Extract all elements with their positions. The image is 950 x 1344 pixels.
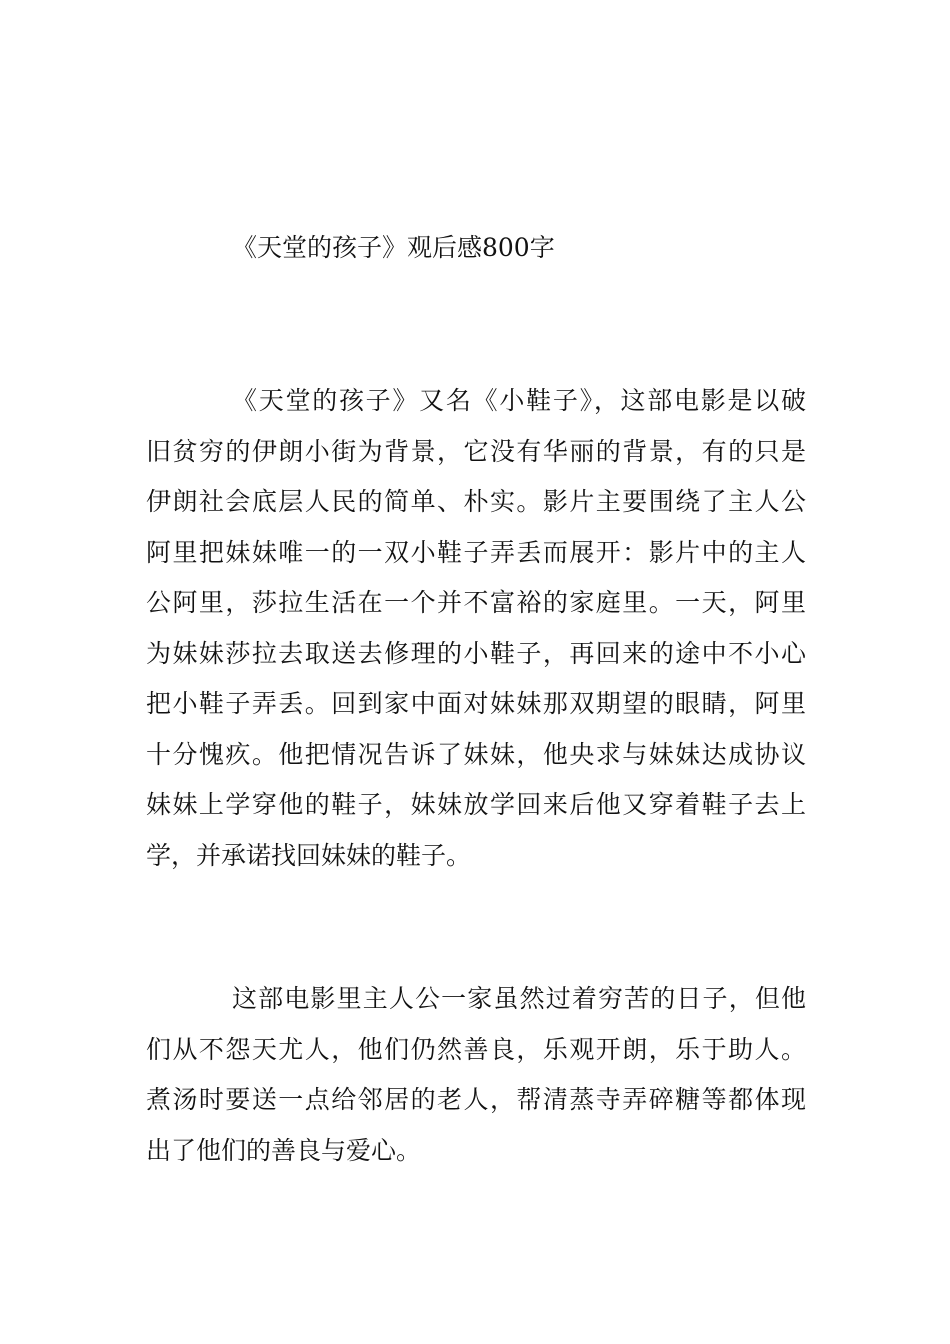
paragraph-line: 妹妹上学穿他的鞋子，妹妹放学回来后他又穿着鞋子去上 (146, 790, 806, 819)
paragraph-line: 学，并承诺找回妹妹的鞋子。 (146, 840, 472, 870)
paragraph-line: 《天堂的孩子》又名《小鞋子》，这部电影是以破 (232, 386, 806, 415)
paragraph-line: 这部电影里主人公一家虽然过着穷苦的日子，但他 (232, 984, 806, 1013)
paragraph-line: 旧贫穷的伊朗小街为背景，它没有华丽的背景，有的只是 (146, 436, 806, 466)
paragraph-1 (146, 376, 806, 881)
paragraph-line: 们从不怨天尤人，他们仍然善良，乐观开朗，乐于助人。 (146, 1034, 806, 1064)
paragraph-line: 为妹妹莎拉去取送去修理的小鞋子，再回来的途中不小心 (146, 638, 806, 668)
document-title: 《天堂的孩子》观后感800字 (232, 233, 555, 262)
paragraph-line: 阿里把妹妹唯一的一双小鞋子弄丢而展开：影片中的主人 (146, 537, 806, 567)
paragraph-line: 把小鞋子弄丢。回到家中面对妹妹那双期望的眼睛，阿里 (146, 689, 806, 718)
paragraph-line: 煮汤时要送一点给邻居的老人，帮清蒸寺弄碎糖等都体现 (146, 1085, 806, 1114)
paragraph-line: 公阿里，莎拉生活在一个并不富裕的家庭里。一天，阿里 (146, 588, 806, 617)
paragraph-line: 十分愧疚。他把情况告诉了妹妹，他央求与妹妹达成协议 (146, 739, 806, 769)
paragraph-line: 伊朗社会底层人民的简单、朴实。影片主要围绕了主人公 (146, 487, 806, 516)
paragraph-line: 出了他们的善良与爱心。 (146, 1135, 422, 1165)
paragraph-2 (146, 974, 806, 1176)
